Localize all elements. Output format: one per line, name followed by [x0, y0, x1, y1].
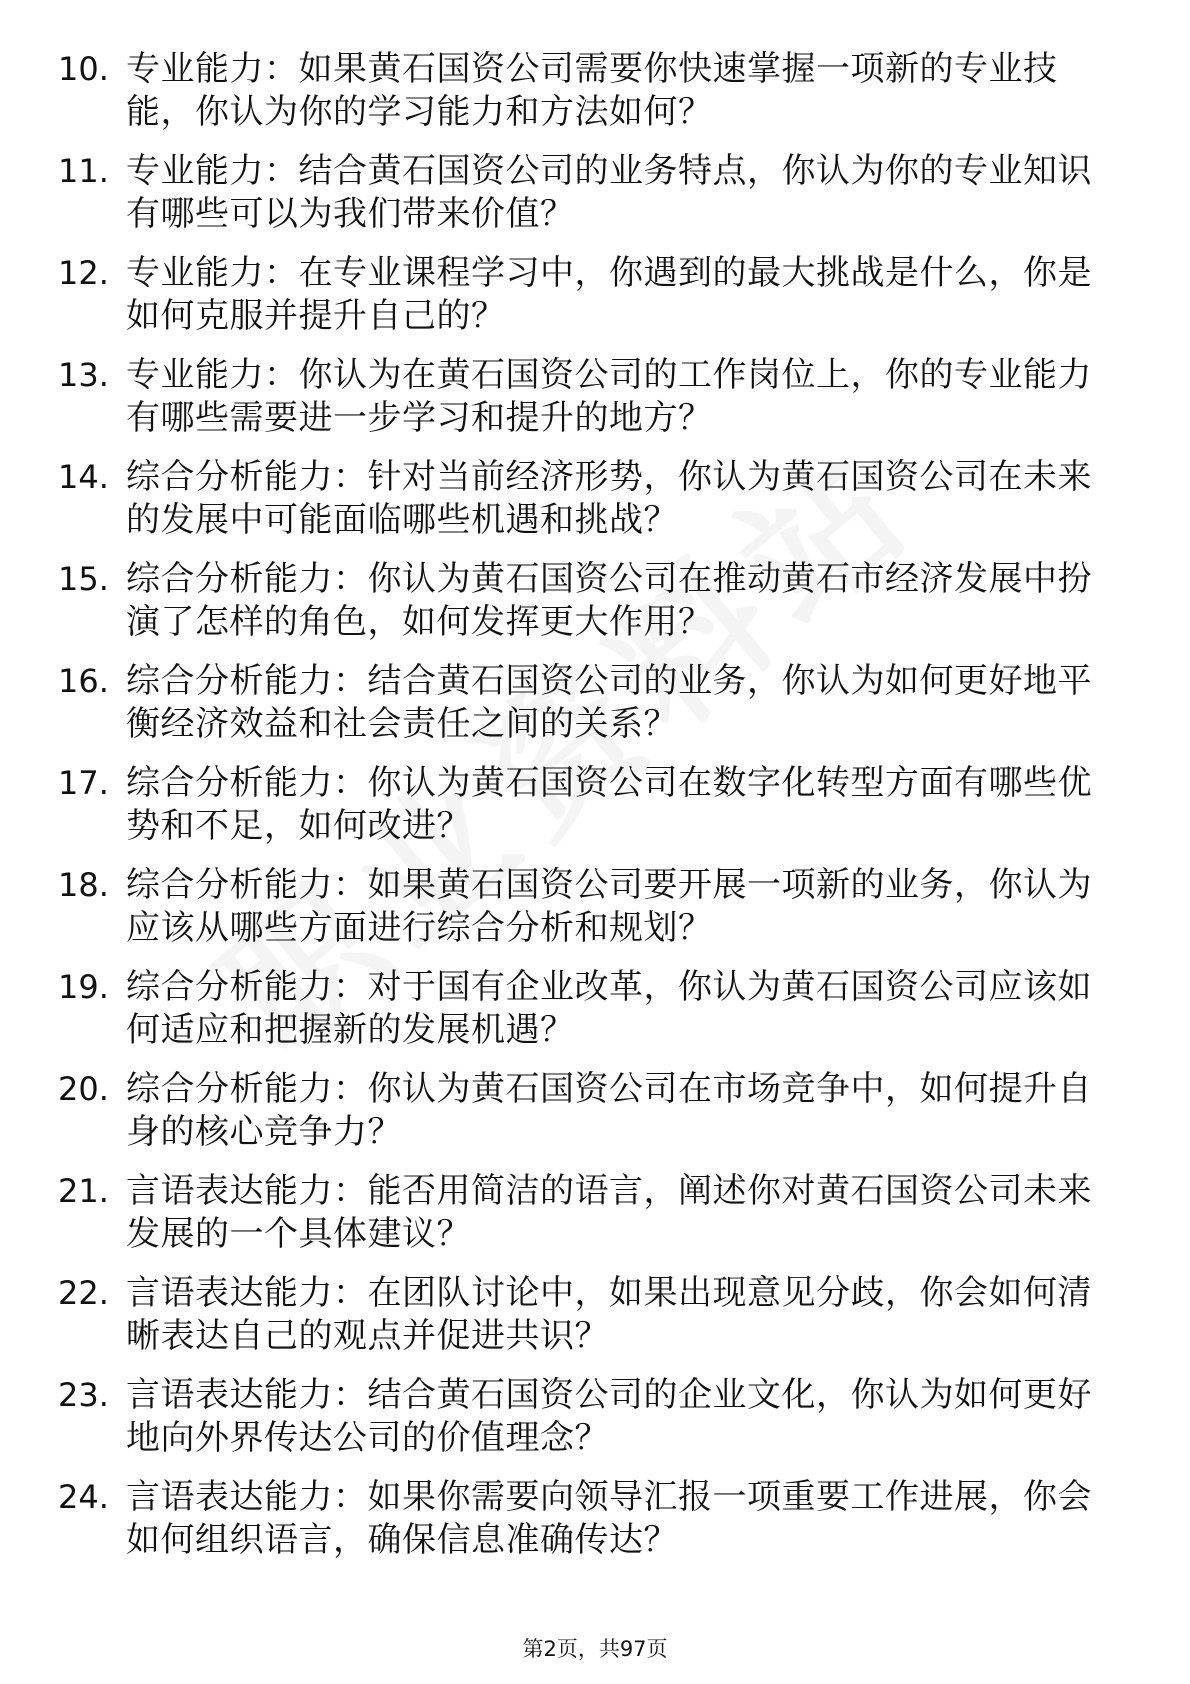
question-text: 言语表达能力：结合黄石国资公司的企业文化，你认为如何更好地向外界传达公司的价值理念？: [126, 1375, 1092, 1458]
question-item: [58, 252, 1118, 354]
question-item: [58, 660, 1118, 762]
question-text: 综合分析能力：针对当前经济形势，你认为黄石国资公司在未来的发展中可能面临哪些机遇和挑战？: [126, 457, 1092, 540]
question-text: 言语表达能力：在团队讨论中，如果出现意见分歧，你会如何清晰表达自己的观点并促进共识？: [126, 1273, 1092, 1356]
question-number: 23.: [58, 1376, 109, 1414]
question-number: 16.: [58, 662, 109, 700]
question-item: [58, 1068, 1118, 1170]
question-item: [58, 1170, 1118, 1272]
question-text: 综合分析能力：你认为黄石国资公司在市场竞争中，如何提升自身的核心竞争力？: [126, 1069, 1092, 1152]
question-number: 12.: [58, 254, 109, 292]
question-number: 20.: [58, 1070, 109, 1108]
question-text: 专业能力：在专业课程学习中，你遇到的最大挑战是什么，你是如何克服并提升自己的？: [126, 253, 1092, 336]
page-footer: 第2页，共97页: [522, 1637, 668, 1661]
question-item: [58, 966, 1118, 1068]
question-number: 22.: [58, 1274, 109, 1312]
question-number: 15.: [58, 560, 109, 598]
question-text: 综合分析能力：如果黄石国资公司要开展一项新的业务，你认为应该从哪些方面进行综合分析和规划？: [126, 865, 1092, 948]
question-number: 13.: [58, 356, 109, 394]
question-number: 21.: [58, 1172, 109, 1210]
question-text: 综合分析能力：结合黄石国资公司的业务，你认为如何更好地平衡经济效益和社会责任之间的关系？: [126, 661, 1092, 744]
question-list: [58, 48, 1118, 1578]
question-number: 14.: [58, 458, 109, 496]
question-item: [58, 48, 1118, 150]
question-item: [58, 1374, 1118, 1476]
question-item: [58, 354, 1118, 456]
question-text: 言语表达能力：如果你需要向领导汇报一项重要工作进展，你会如何组织语言，确保信息准确传达？: [126, 1477, 1092, 1560]
question-item: [58, 864, 1118, 966]
question-text: 综合分析能力：你认为黄石国资公司在推动黄石市经济发展中扮演了怎样的角色，如何发挥更大作用？: [126, 559, 1092, 642]
question-item: [58, 150, 1118, 252]
question-number: 18.: [58, 866, 109, 904]
question-item: [58, 1272, 1118, 1374]
question-number: 17.: [58, 764, 109, 802]
question-text: 专业能力：你认为在黄石国资公司的工作岗位上，你的专业能力有哪些需要进一步学习和提升的地方？: [126, 355, 1092, 438]
question-text: 专业能力：结合黄石国资公司的业务特点，你认为你的专业知识有哪些可以为我们带来价值？: [126, 151, 1092, 234]
question-text: 综合分析能力：对于国有企业改革，你认为黄石国资公司应该如何适应和把握新的发展机遇？: [126, 967, 1092, 1050]
question-item: [58, 1476, 1118, 1578]
question-text: 专业能力：如果黄石国资公司需要你快速掌握一项新的专业技能，你认为你的学习能力和方法如何？: [126, 49, 1058, 132]
question-text: 综合分析能力：你认为黄石国资公司在数字化转型方面有哪些优势和不足，如何改进？: [126, 763, 1092, 846]
question-number: 11.: [58, 152, 109, 190]
question-number: 10.: [58, 50, 109, 88]
question-number: 19.: [58, 968, 109, 1006]
question-item: [58, 762, 1118, 864]
question-item: [58, 456, 1118, 558]
question-item: [58, 558, 1118, 660]
question-text: 言语表达能力：能否用简洁的语言，阐述你对黄石国资公司未来发展的一个具体建议？: [126, 1171, 1092, 1254]
question-number: 24.: [58, 1478, 109, 1516]
